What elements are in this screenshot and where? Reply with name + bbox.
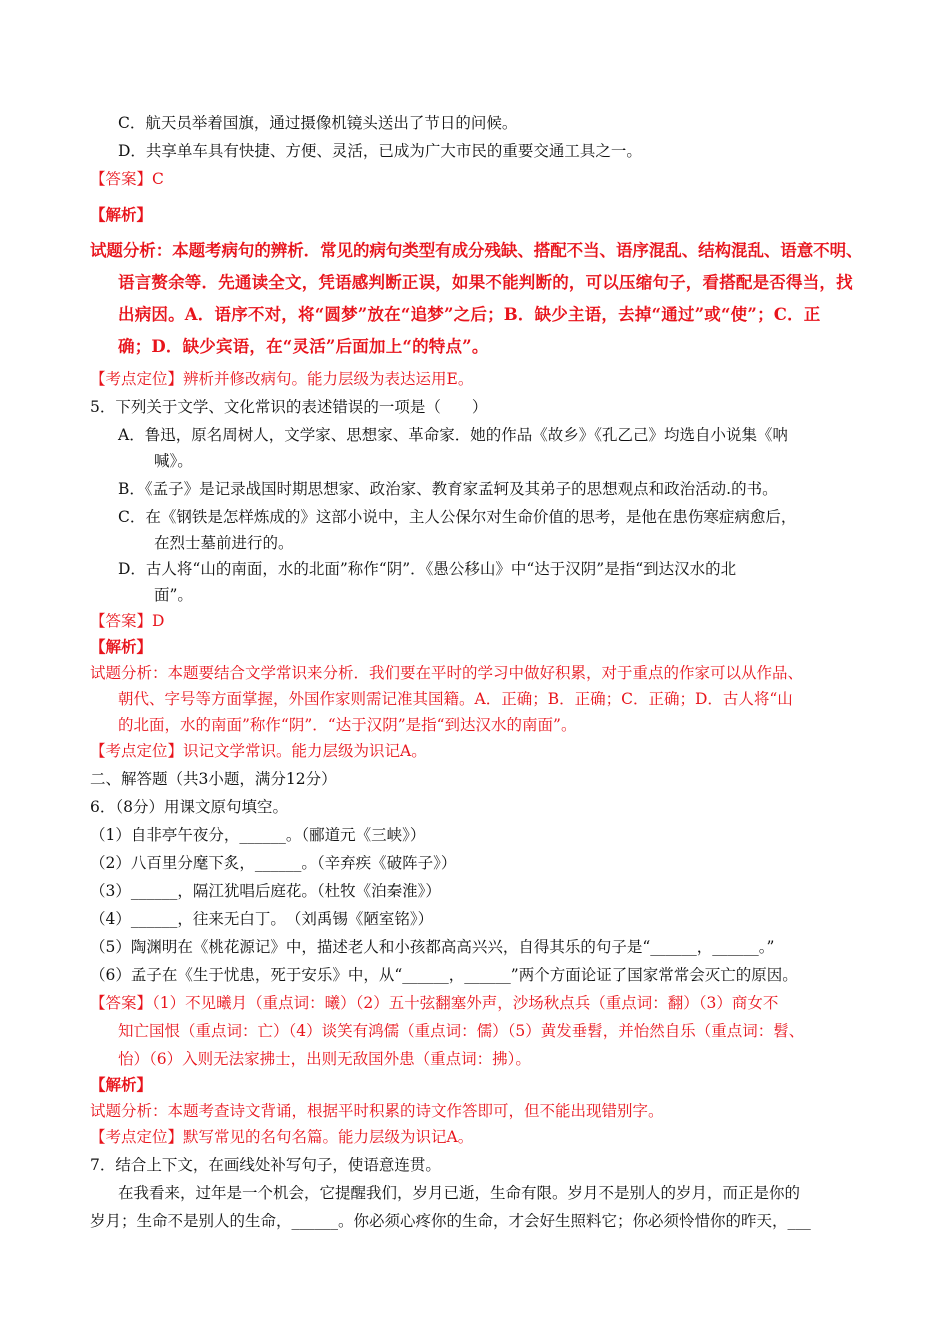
q6-item: （5）陶渊明在《桃花源记》中，描述老人和小孩都高高兴兴，自得其乐的句子是“______，______。” <box>90 938 775 956</box>
q5-option-b: B．《孟子》是记录战国时期思想家、政治家、教育家孟轲及其弟子的思想观点和政治活动.的书。 <box>118 480 778 498</box>
q5-option-c-cont: 在烈士墓前进行的。 <box>154 534 294 552</box>
q5-analysis-heading: 【解析】 <box>90 637 153 656</box>
q4-analysis-line: 确；D．缺少宾语，在“灵活”后面加上“的特点”。 <box>118 337 489 356</box>
q5-option-a: A．鲁迅，原名周树人，文学家、思想家、革命家．她的作品《故乡》《孔乙己》均选自小说集《呐 <box>118 426 788 444</box>
q4-locate: 【考点定位】辨析并修改病句。能力层级为表达运用E。 <box>90 370 474 388</box>
q5-option-d: D．古人将“山的南面，水的北面”称作“阴”．《愚公移山》中“达于汉阴”是指“到达汉水的北 <box>118 560 737 578</box>
q6-locate: 【考点定位】默写常见的名句名篇。能力层级为识记A。 <box>90 1128 474 1146</box>
q5-analysis-line: 朝代、字号等方面掌握，外国作家则需记准其国籍。A．正确；B．正确；C．正确；D．古人将“山 <box>118 690 793 708</box>
q7-stem: 7．结合上下文，在画线处补写句子，使语意连贯。 <box>90 1156 441 1174</box>
q4-analysis-heading: 【解析】 <box>90 205 153 224</box>
q6-item: （4）______，往来无白丁。 （刘禹锡《陋室铭》） <box>90 910 434 928</box>
q6-item: （3）______，隔江犹唱后庭花。（杜牧《泊秦淮》） <box>90 882 441 900</box>
q4-analysis-line: 出病因。A．语序不对，将“圆梦”放在“追梦”之后；B．缺少主语，去掉“通过”或“使”；C．正 <box>118 305 821 324</box>
q6-answer-line: 【答案】（1）不见曦月（重点词：曦）（2）五十弦翻塞外声，沙场秋点兵（重点词：翻）（3）商女不 <box>90 994 779 1012</box>
q5-analysis-line: 试题分析：本题要结合文学常识来分析．我们要在平时的学习中做好积累，对于重点的作家可以从作品、 <box>90 664 804 682</box>
q5-option-a-cont: 喊》。 <box>154 452 193 470</box>
q7-paragraph-line: 在我看来，过年是一个机会，它提醒我们，岁月已逝，生命有限。岁月不是别人的岁月，而正是你的 <box>118 1184 801 1202</box>
q4-answer: 【答案】C <box>90 170 164 188</box>
q4-analysis-line: 试题分析：本题考病句的辨析．常见的病句类型有成分残缺、搭配不当、语序混乱、结构混乱、语意不明、 <box>90 241 863 260</box>
q4-option-d: D．共享单车具有快捷、方便、灵活，已成为广大市民的重要交通工具之一。 <box>118 142 642 160</box>
q5-answer: 【答案】D <box>90 612 165 630</box>
q6-analysis: 试题分析：本题考查诗文背诵，根据平时积累的诗文作答即可，但不能出现错别字。 <box>90 1102 664 1120</box>
q5-option-c: C．在《钢铁是怎样炼成的》这部小说中，主人公保尔对生命价值的思考，是他在患伤寒症病愈后， <box>118 508 797 526</box>
q4-option-c: C．航天员举着国旗，通过摄像机镜头送出了节日的问候。 <box>118 114 518 132</box>
q6-stem: 6．（8分）用课文原句填空。 <box>90 798 288 816</box>
q4-analysis-line: 语言赘余等．先通读全文，凭语感判断正误，如果不能判断的，可以压缩句子，看搭配是否得当，找 <box>118 273 853 292</box>
q6-item: （1）自非亭午夜分，______。（郦道元《三峡》） <box>90 826 426 844</box>
q5-locate: 【考点定位】识记文学常识。能力层级为识记A。 <box>90 742 427 760</box>
q6-item: （2）八百里分麾下炙，______。（辛弃疾《破阵子》） <box>90 854 457 872</box>
q7-paragraph-line: 岁月；生命不是别人的生命，______。你必须心疼你的生命，才会好生照料它；你必须怜惜你的昨天，___ <box>90 1212 811 1230</box>
q5-option-d-cont: 面”。 <box>154 586 193 604</box>
q6-answer-line: 怡）（6）入则无法家拂士，出则无敌国外患（重点词：拂）。 <box>118 1050 531 1068</box>
q5-stem: 5．下列关于文学、文化常识的表述错误的一项是（ ） <box>90 398 488 416</box>
q6-item: （6）孟子在《生于忧患，死于安乐》中，从“______，______”两个方面论证了国家常常会灭亡的原因。 <box>90 966 798 984</box>
q6-answer-line: 知亡国恨（重点词：亡）（4）谈笑有鸿儒（重点词：儒）（5）黄发垂髫，并怡然自乐（重点词：髫、 <box>118 1022 805 1040</box>
section-heading: 二、解答题（共3小题，满分12分） <box>90 770 337 788</box>
q6-analysis-heading: 【解析】 <box>90 1075 153 1094</box>
q5-analysis-line: 的北面，水的南面”称作“阴”．“达于汉阴”是指“到达汉水的南面”。 <box>118 716 577 734</box>
